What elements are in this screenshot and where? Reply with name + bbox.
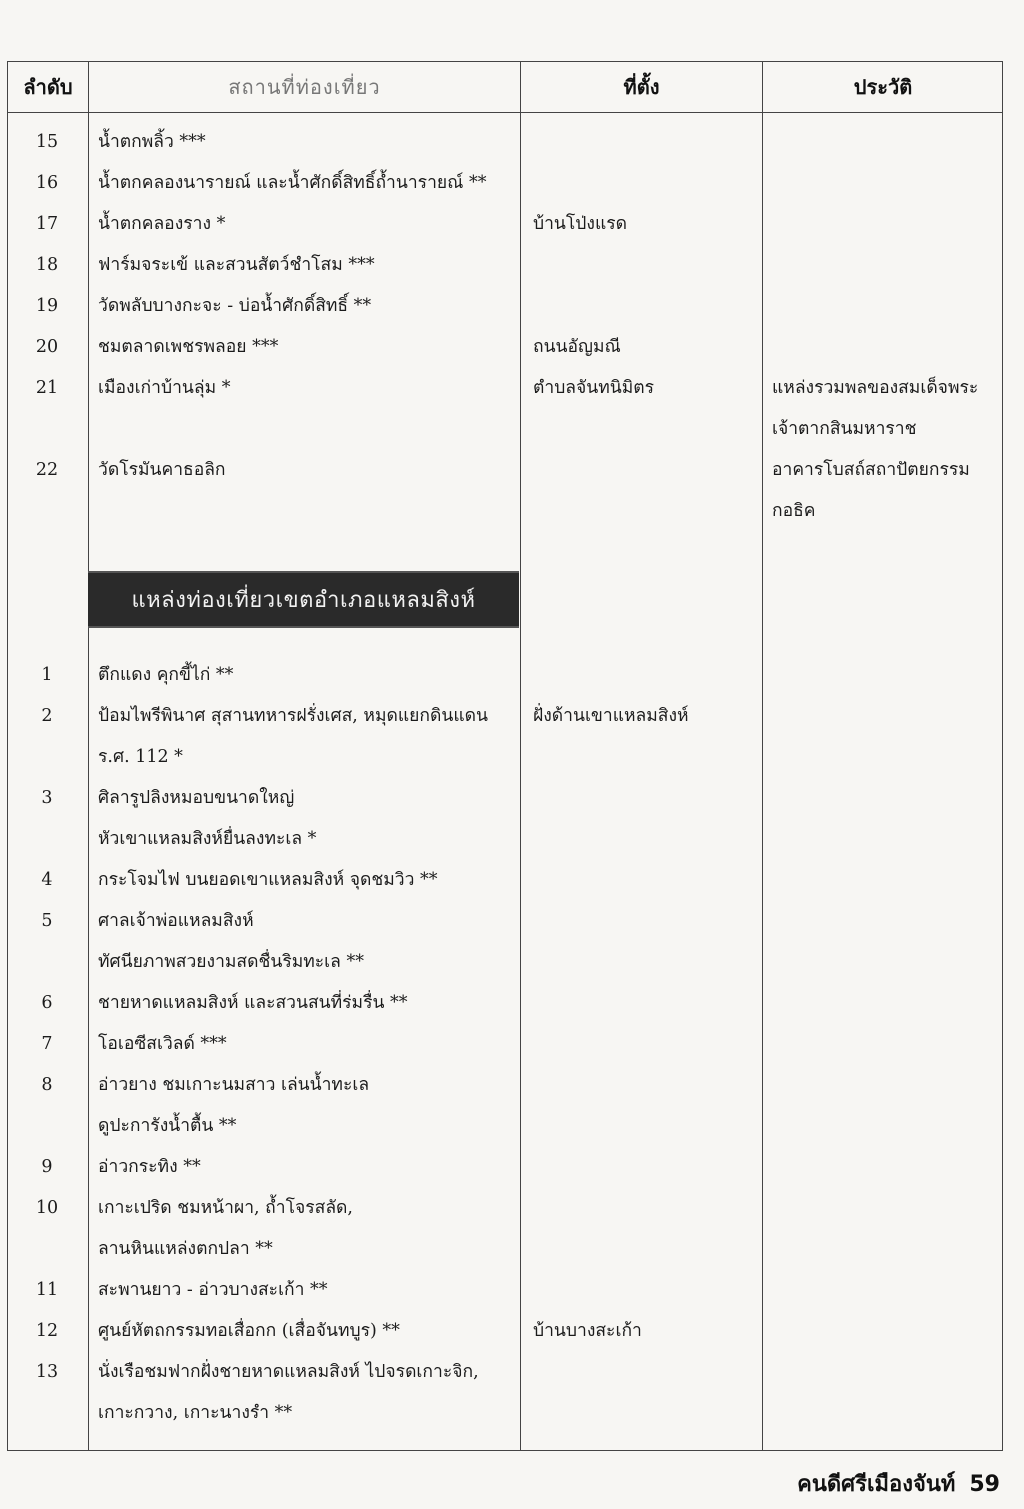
- place-name: ดูปะการังน้ำตื้น **: [98, 1116, 237, 1136]
- history-cell: อาคารโบสถ์สถาปัตยกรรม: [772, 460, 970, 480]
- row-number: 10: [35, 1198, 59, 1218]
- table-row: [0, 860, 1024, 901]
- table-row: [0, 245, 1024, 286]
- row-number: 18: [35, 255, 59, 275]
- table-row: [0, 1393, 1024, 1434]
- row-number: 11: [35, 1280, 59, 1300]
- table-row: [0, 368, 1024, 409]
- row-number: 5: [41, 911, 53, 931]
- table-row: [0, 450, 1024, 491]
- row-number: 3: [41, 788, 53, 808]
- location-cell: บ้านโป่งแรด: [533, 214, 627, 234]
- table-row: [0, 1229, 1024, 1270]
- table-row: [0, 778, 1024, 819]
- history-cell: กอธิค: [772, 501, 816, 521]
- place-name: เมืองเก่าบ้านลุ่ม *: [98, 378, 231, 398]
- place-name: อ่าวยาง ชมเกาะนมสาว เล่นน้ำทะเล: [98, 1075, 370, 1095]
- table-row: [0, 327, 1024, 368]
- place-name: นั่งเรือชมฟากฝั่งชายหาดแหลมสิงห์ ไปจรดเกาะจิก,: [98, 1362, 479, 1382]
- book-title: คนดีศรีเมืองจันท์: [797, 1472, 956, 1497]
- table-row: [0, 163, 1024, 204]
- header-order: ลำดับ: [23, 74, 73, 99]
- row-number: 2: [41, 706, 53, 726]
- row-number: 6: [41, 993, 53, 1013]
- place-name: เกาะกวาง, เกาะนางรำ **: [98, 1403, 293, 1423]
- history-cell: เจ้าตากสินมหาราช: [772, 419, 917, 439]
- table-row: [0, 901, 1024, 942]
- row-number: 17: [35, 214, 59, 234]
- row-number: 19: [35, 296, 59, 316]
- row-number: 20: [35, 337, 59, 357]
- table-row: [0, 1065, 1024, 1106]
- page-number: 59: [969, 1472, 1000, 1497]
- row-number: 1: [41, 665, 53, 685]
- place-name: หัวเขาแหลมสิงห์ยื่นลงทะเล *: [98, 829, 317, 849]
- table-row: [0, 1188, 1024, 1229]
- row-number: 15: [35, 132, 59, 152]
- place-name: สะพานยาว - อ่าวบางสะเก้า **: [98, 1280, 328, 1300]
- place-name: ลานหินแหล่งตกปลา **: [98, 1239, 273, 1259]
- table-row: [0, 1106, 1024, 1147]
- page-footer: [797, 1466, 1000, 1501]
- place-name: อ่าวกระทิง **: [98, 1157, 201, 1177]
- place-name: ทัศนียภาพสวยงามสดชื่นริมทะเล **: [98, 952, 364, 972]
- place-name: วัดโรมันคาธอลิก: [98, 460, 226, 480]
- location-cell: บ้านบางสะเก้า: [533, 1321, 642, 1341]
- table-row: [0, 655, 1024, 696]
- place-name: วัดพลับบางกะจะ - บ่อน้ำศักดิ์สิทธิ์ **: [98, 296, 372, 316]
- table-row: [0, 491, 1024, 532]
- table-row: [0, 737, 1024, 778]
- place-name: โอเอซีสเวิลด์ ***: [98, 1034, 227, 1054]
- table-row: [0, 286, 1024, 327]
- row-number: 7: [41, 1034, 53, 1054]
- place-name: ป้อมไพรีพินาศ สุสานทหารฝรั่งเศส, หมุดแยกดินแดน: [98, 706, 488, 726]
- place-name: ฟาร์มจระเข้ และสวนสัตว์ชำโสม ***: [98, 255, 375, 275]
- section-banner-text: แหล่งท่องเที่ยวเขตอำเภอแหลมสิงห์: [131, 588, 476, 613]
- place-name: ร.ศ. 112 *: [98, 747, 183, 767]
- header-place: สถานที่ท่องเที่ยว: [228, 74, 381, 99]
- table-row: [0, 122, 1024, 163]
- table-row: [0, 696, 1024, 737]
- row-number: 21: [35, 378, 59, 398]
- place-name: ชมตลาดเพชรพลอย ***: [98, 337, 279, 357]
- row-number: 8: [41, 1075, 53, 1095]
- row-number: 22: [35, 460, 59, 480]
- place-name: น้ำตกคลองราง *: [98, 214, 226, 234]
- table-row: [0, 819, 1024, 860]
- row-number: 12: [35, 1321, 59, 1341]
- header-divider: [7, 112, 1003, 113]
- row-number: 16: [35, 173, 59, 193]
- place-name: ศูนย์หัตถกรรมทอเสื่อกก (เสื่อจันทบูร) **: [98, 1321, 400, 1341]
- table-row: [0, 983, 1024, 1024]
- table-row: [0, 1024, 1024, 1065]
- place-name: ศาลเจ้าพ่อแหลมสิงห์: [98, 911, 254, 931]
- header-history: ประวัติ: [853, 74, 913, 99]
- location-cell: ตำบลจันทนิมิตร: [533, 378, 655, 398]
- place-name: ศิลารูปลิงหมอบขนาดใหญ่: [98, 788, 295, 808]
- place-name: น้ำตกพลิ้ว ***: [98, 132, 206, 152]
- section-banner: [88, 571, 519, 628]
- place-name: เกาะเปริด ชมหน้าผา, ถ้ำโจรสลัด,: [98, 1198, 353, 1218]
- table-row: [0, 1270, 1024, 1311]
- table-row: [0, 1311, 1024, 1352]
- place-name: ชายหาดแหลมสิงห์ และสวนสนที่ร่มรื่น **: [98, 993, 408, 1013]
- history-cell: แหล่งรวมพลของสมเด็จพระ: [772, 378, 979, 398]
- header-location: ที่ตั้ง: [623, 74, 660, 99]
- row-number: 13: [35, 1362, 59, 1382]
- place-name: น้ำตกคลองนารายณ์ และน้ำศักดิ์สิทธิ์ถ้ำนารายณ์ **: [98, 173, 487, 193]
- table-row: [0, 409, 1024, 450]
- row-number: 4: [41, 870, 53, 890]
- location-cell: ถนนอัญมณี: [533, 337, 621, 357]
- place-name: กระโจมไฟ บนยอดเขาแหลมสิงห์ จุดชมวิว **: [98, 870, 438, 890]
- table-row: [0, 1147, 1024, 1188]
- table-row: [0, 942, 1024, 983]
- place-name: ตึกแดง คุกขี้ไก่ **: [98, 665, 234, 685]
- row-number: 9: [41, 1157, 53, 1177]
- table-row: [0, 1352, 1024, 1393]
- location-cell: ฝั่งด้านเขาแหลมสิงห์: [533, 706, 689, 726]
- table-row: [0, 204, 1024, 245]
